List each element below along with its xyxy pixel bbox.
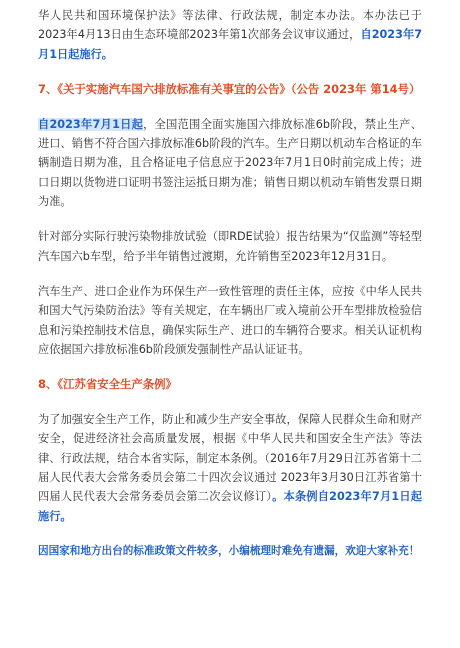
intro-effective-date: 自2023年7月1日起施行。 [38, 28, 423, 61]
paragraph-intro [38, 6, 422, 64]
section-8-text: 为了加强安全生产工作，防止和减少生产安全事故，保障人民群众生命和财产安全，促进经济社会高质量发展，根据《中华人民共和国安全生产法》等法律、行政法规，结合本省实际，制定本条例。（2016年7月29日江苏省第十二届人民代表大会常务委员会第二十四次会议通过 2023年3月30日江苏省第十四届人民代表大会常务委员会第二次会议修订） [38, 413, 422, 504]
paragraph-7c: 汽车生产、进口企业作为环保生产一致性管理的责任主体，应按《中华人民共和国大气污染防治法》等有关规定，在车辆出厂或入境前公开车型排放检验信息和污染控制技术信息，确保实际生产、进口的车辆符合要求。相关认证机构应依据国六排放标准6b阶段颁发强制性产品认证证书。 [38, 284, 422, 356]
intro-text: 华人民共和国环境保护法》等法律、行政法规，制定本办法。本办法已于2023年4月13日由生态环境部2023年第1次部务会议审议通过， [38, 9, 422, 42]
paragraph-7a [38, 115, 422, 211]
section-8-heading: 8、《江苏省安全生产条例》 [38, 377, 177, 392]
section-8-effective-date: 。本条例自2023年7月1日起施行。 [38, 490, 422, 523]
section-7a-text: ，全国范围全面实施国六排放标准6b阶段，禁止生产、进口、销售不符合国六排放标准6b阶段的汽车。生产日期以机动车合格证的车辆制造日期为准，且合格证电子信息应于2023年7月1日0时前完成上传；进口日期以货物进口证明书签注运抵日期为准；销售日期以机动车销售发票日期为准。 [38, 117, 422, 209]
paragraph-7b: 针对部分实际行驶污染物排放试验（即RDE试验）报告结果为“仅监测”等轻型汽车国六b车型，给予半年销售过渡期，允许销售至2023年12月31日。 [38, 230, 422, 263]
section-7-effective-date: 自2023年7月1日起 [38, 117, 144, 131]
paragraph-8 [38, 410, 422, 526]
section-7-heading: 7、《关于实施汽车国六排放标准有关事宜的公告》（公告 2023年 第14号） [38, 81, 421, 96]
footer-note: 因国家和地方出台的标准政策文件较多，小编梳理时难免有遗漏，欢迎大家补充！ [38, 544, 420, 557]
